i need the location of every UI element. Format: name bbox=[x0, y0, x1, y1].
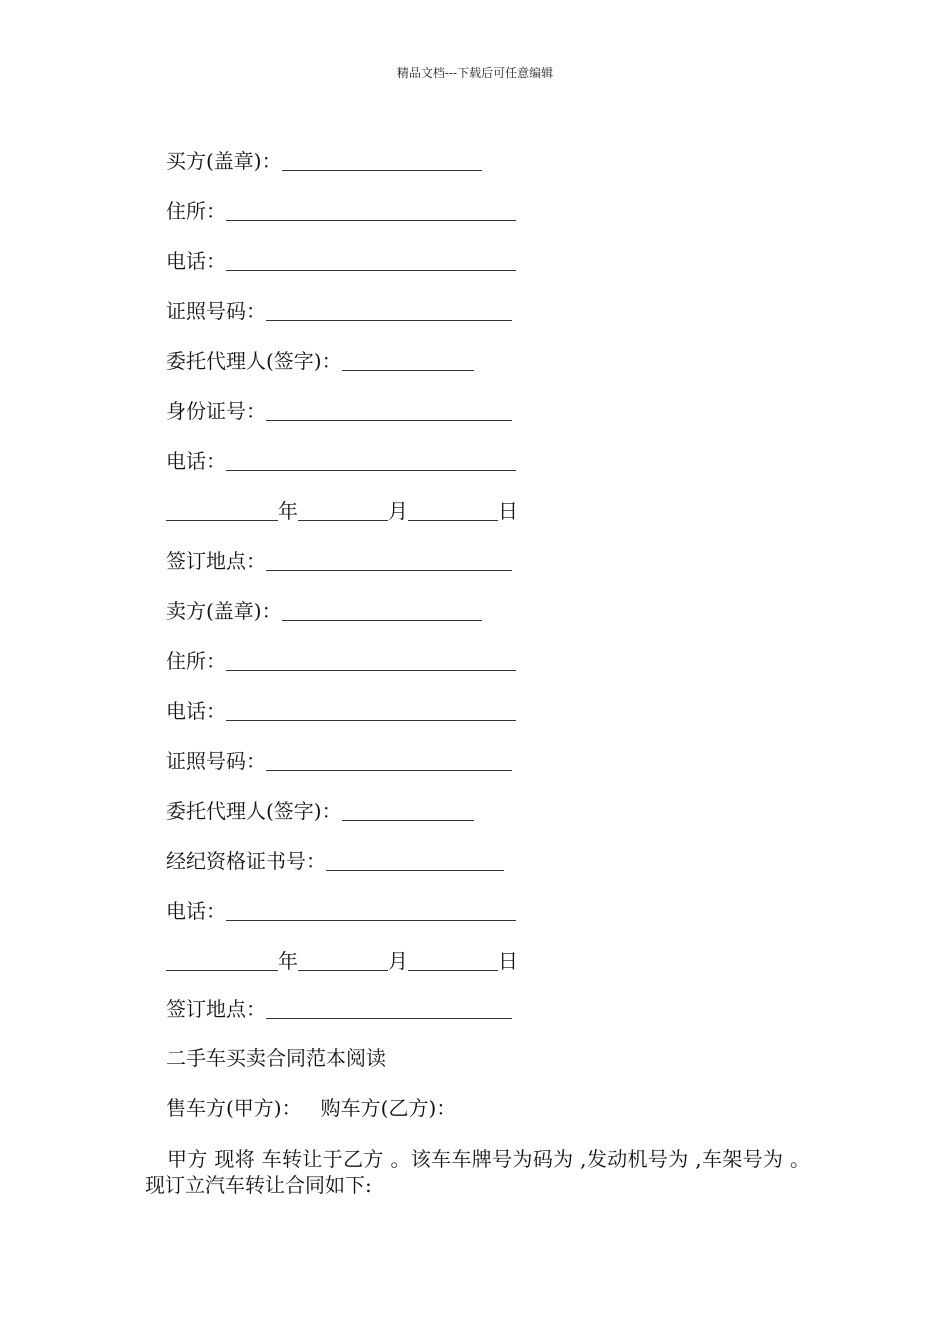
buyer-agent-phone-line bbox=[166, 446, 516, 476]
buyer-address-line bbox=[166, 196, 516, 226]
seller-address-label: 住所： bbox=[166, 649, 226, 673]
seller-agent-phone-blank[interactable] bbox=[226, 896, 516, 921]
buyer-agent-phone-blank[interactable] bbox=[226, 446, 516, 471]
page-header: 精品文档---下载后可任意编辑 bbox=[396, 66, 554, 80]
seller-date-line bbox=[166, 946, 518, 976]
buyer-sign-place-label: 签订地点： bbox=[166, 549, 266, 573]
buyer-id-line bbox=[166, 396, 512, 426]
buyer-id-blank[interactable] bbox=[266, 396, 512, 421]
buyer-address-blank[interactable] bbox=[226, 196, 516, 221]
buyer-month-blank[interactable] bbox=[298, 496, 388, 521]
seller-sign-place-line bbox=[166, 994, 512, 1024]
buyer-agent-line bbox=[166, 346, 474, 376]
seller-agent-label: 委托代理人(签字)： bbox=[166, 799, 342, 823]
buyer-id-label: 身份证号： bbox=[166, 399, 266, 423]
buyer-address-label: 住所： bbox=[166, 199, 226, 223]
buyer-month-label: 月 bbox=[388, 499, 408, 523]
seller-agent-line bbox=[166, 796, 474, 826]
seller-address-blank[interactable] bbox=[226, 646, 516, 671]
buyer-date-line bbox=[166, 496, 518, 526]
seller-agent-blank[interactable] bbox=[342, 796, 474, 821]
seller-seal-blank[interactable] bbox=[282, 596, 482, 621]
contract-paragraph: 甲方 现将 车转让于乙方 。该车车牌号为码为 ,发动机号为 ,车架号为 。现订立汽车转让合同如下: bbox=[145, 1147, 810, 1197]
buyer-day-blank[interactable] bbox=[408, 496, 498, 521]
seller-day-blank[interactable] bbox=[408, 946, 498, 971]
buyer-agent-blank[interactable] bbox=[342, 346, 474, 371]
seller-seal-line bbox=[166, 596, 482, 626]
buyer-sign-place-blank[interactable] bbox=[266, 546, 512, 571]
buyer-year-label: 年 bbox=[278, 499, 298, 523]
buyer-sign-place-line bbox=[166, 546, 512, 576]
seller-broker-cert-line bbox=[166, 846, 504, 876]
seller-license-label: 证照号码： bbox=[166, 749, 266, 773]
buyer-phone-label: 电话： bbox=[166, 249, 226, 273]
seller-license-line bbox=[166, 746, 512, 776]
seller-month-label: 月 bbox=[388, 949, 408, 973]
seller-broker-cert-blank[interactable] bbox=[326, 846, 504, 871]
seller-phone-line bbox=[166, 696, 516, 726]
buyer-seal-label: 买方(盖章)： bbox=[166, 149, 282, 173]
seller-day-label: 日 bbox=[498, 949, 518, 973]
seller-year-label: 年 bbox=[278, 949, 298, 973]
seller-agent-phone-line bbox=[166, 896, 516, 926]
buyer-day-label: 日 bbox=[498, 499, 518, 523]
buyer-agent-label: 委托代理人(签字)： bbox=[166, 349, 342, 373]
buyer-seal-blank[interactable] bbox=[282, 146, 482, 171]
buyer-seal-line bbox=[166, 146, 482, 176]
buyer-agent-phone-label: 电话： bbox=[166, 449, 226, 473]
seller-phone-blank[interactable] bbox=[226, 696, 516, 721]
buyer-phone-line bbox=[166, 246, 516, 276]
buyer-license-label: 证照号码： bbox=[166, 299, 266, 323]
seller-phone-label: 电话： bbox=[166, 699, 226, 723]
seller-license-blank[interactable] bbox=[266, 746, 512, 771]
seller-broker-cert-label: 经纪资格证书号： bbox=[166, 849, 326, 873]
seller-agent-phone-label: 电话： bbox=[166, 899, 226, 923]
seller-year-blank[interactable] bbox=[166, 946, 278, 971]
seller-seal-label: 卖方(盖章)： bbox=[166, 599, 282, 623]
buyer-phone-blank[interactable] bbox=[226, 246, 516, 271]
seller-address-line bbox=[166, 646, 516, 676]
buyer-license-blank[interactable] bbox=[266, 296, 512, 321]
buyer-license-line bbox=[166, 296, 512, 326]
parties-line: 售车方(甲方)： 购车方(乙方)： bbox=[166, 1096, 457, 1120]
section-title: 二手车买卖合同范本阅读 bbox=[166, 1046, 386, 1070]
seller-sign-place-blank[interactable] bbox=[266, 994, 512, 1019]
seller-month-blank[interactable] bbox=[298, 946, 388, 971]
buyer-year-blank[interactable] bbox=[166, 496, 278, 521]
seller-sign-place-label: 签订地点： bbox=[166, 997, 266, 1021]
